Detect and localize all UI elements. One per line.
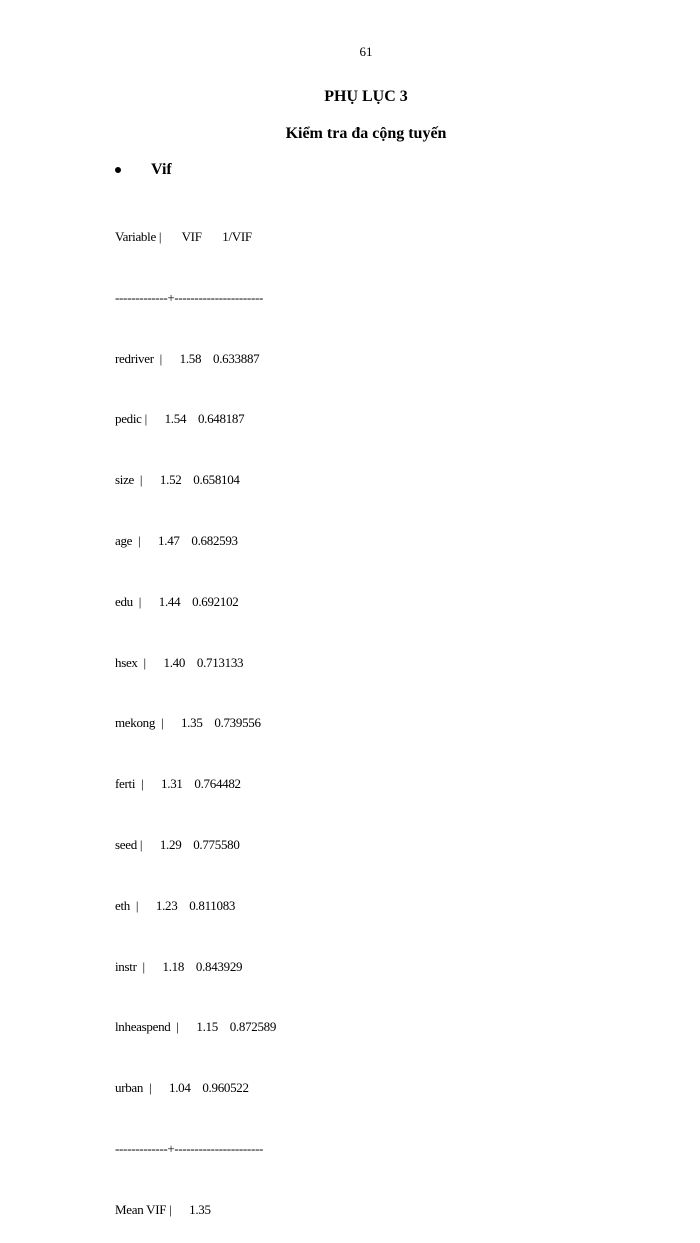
table-row: seed | 1.29 0.775580 — [115, 836, 240, 852]
table-row: size | 1.52 0.658104 — [115, 472, 240, 488]
vif-table — [115, 193, 276, 1243]
table-row: mekong | 1.35 0.739556 — [115, 715, 261, 731]
table-row: eth | 1.23 0.811083 — [115, 897, 236, 913]
section-title: Kiểm tra đa cộng tuyến — [285, 125, 447, 142]
table-separator: -------------+---------------------- — [115, 1140, 264, 1156]
table-row: edu | 1.44 0.692102 — [115, 593, 239, 609]
table-header-row: Variable | VIF 1/VIF — [115, 229, 252, 244]
table-row: age | 1.47 0.682593 — [115, 532, 238, 548]
table-footer-row: Mean VIF | 1.35 — [115, 1201, 211, 1217]
table-row: lnheaspend | 1.15 0.872589 — [115, 1019, 277, 1035]
table-row: instr | 1.18 0.843929 — [115, 958, 243, 974]
page-number: 61 — [359, 44, 373, 59]
bullet-item-vif — [115, 161, 172, 179]
table-row: urban | 1.04 0.960522 — [115, 1080, 249, 1096]
appendix-title: PHỤ LỤC 3 — [324, 88, 408, 105]
bullet-icon — [115, 167, 121, 173]
table-row: hsex | 1.40 0.713133 — [115, 654, 244, 670]
table-row: redriver | 1.58 0.633887 — [115, 350, 260, 366]
table-row: pedic | 1.54 0.648187 — [115, 411, 245, 427]
bullet-heading: Vif — [151, 161, 172, 178]
table-separator: -------------+---------------------- — [115, 289, 264, 305]
table-row: ferti | 1.31 0.764482 — [115, 776, 241, 792]
